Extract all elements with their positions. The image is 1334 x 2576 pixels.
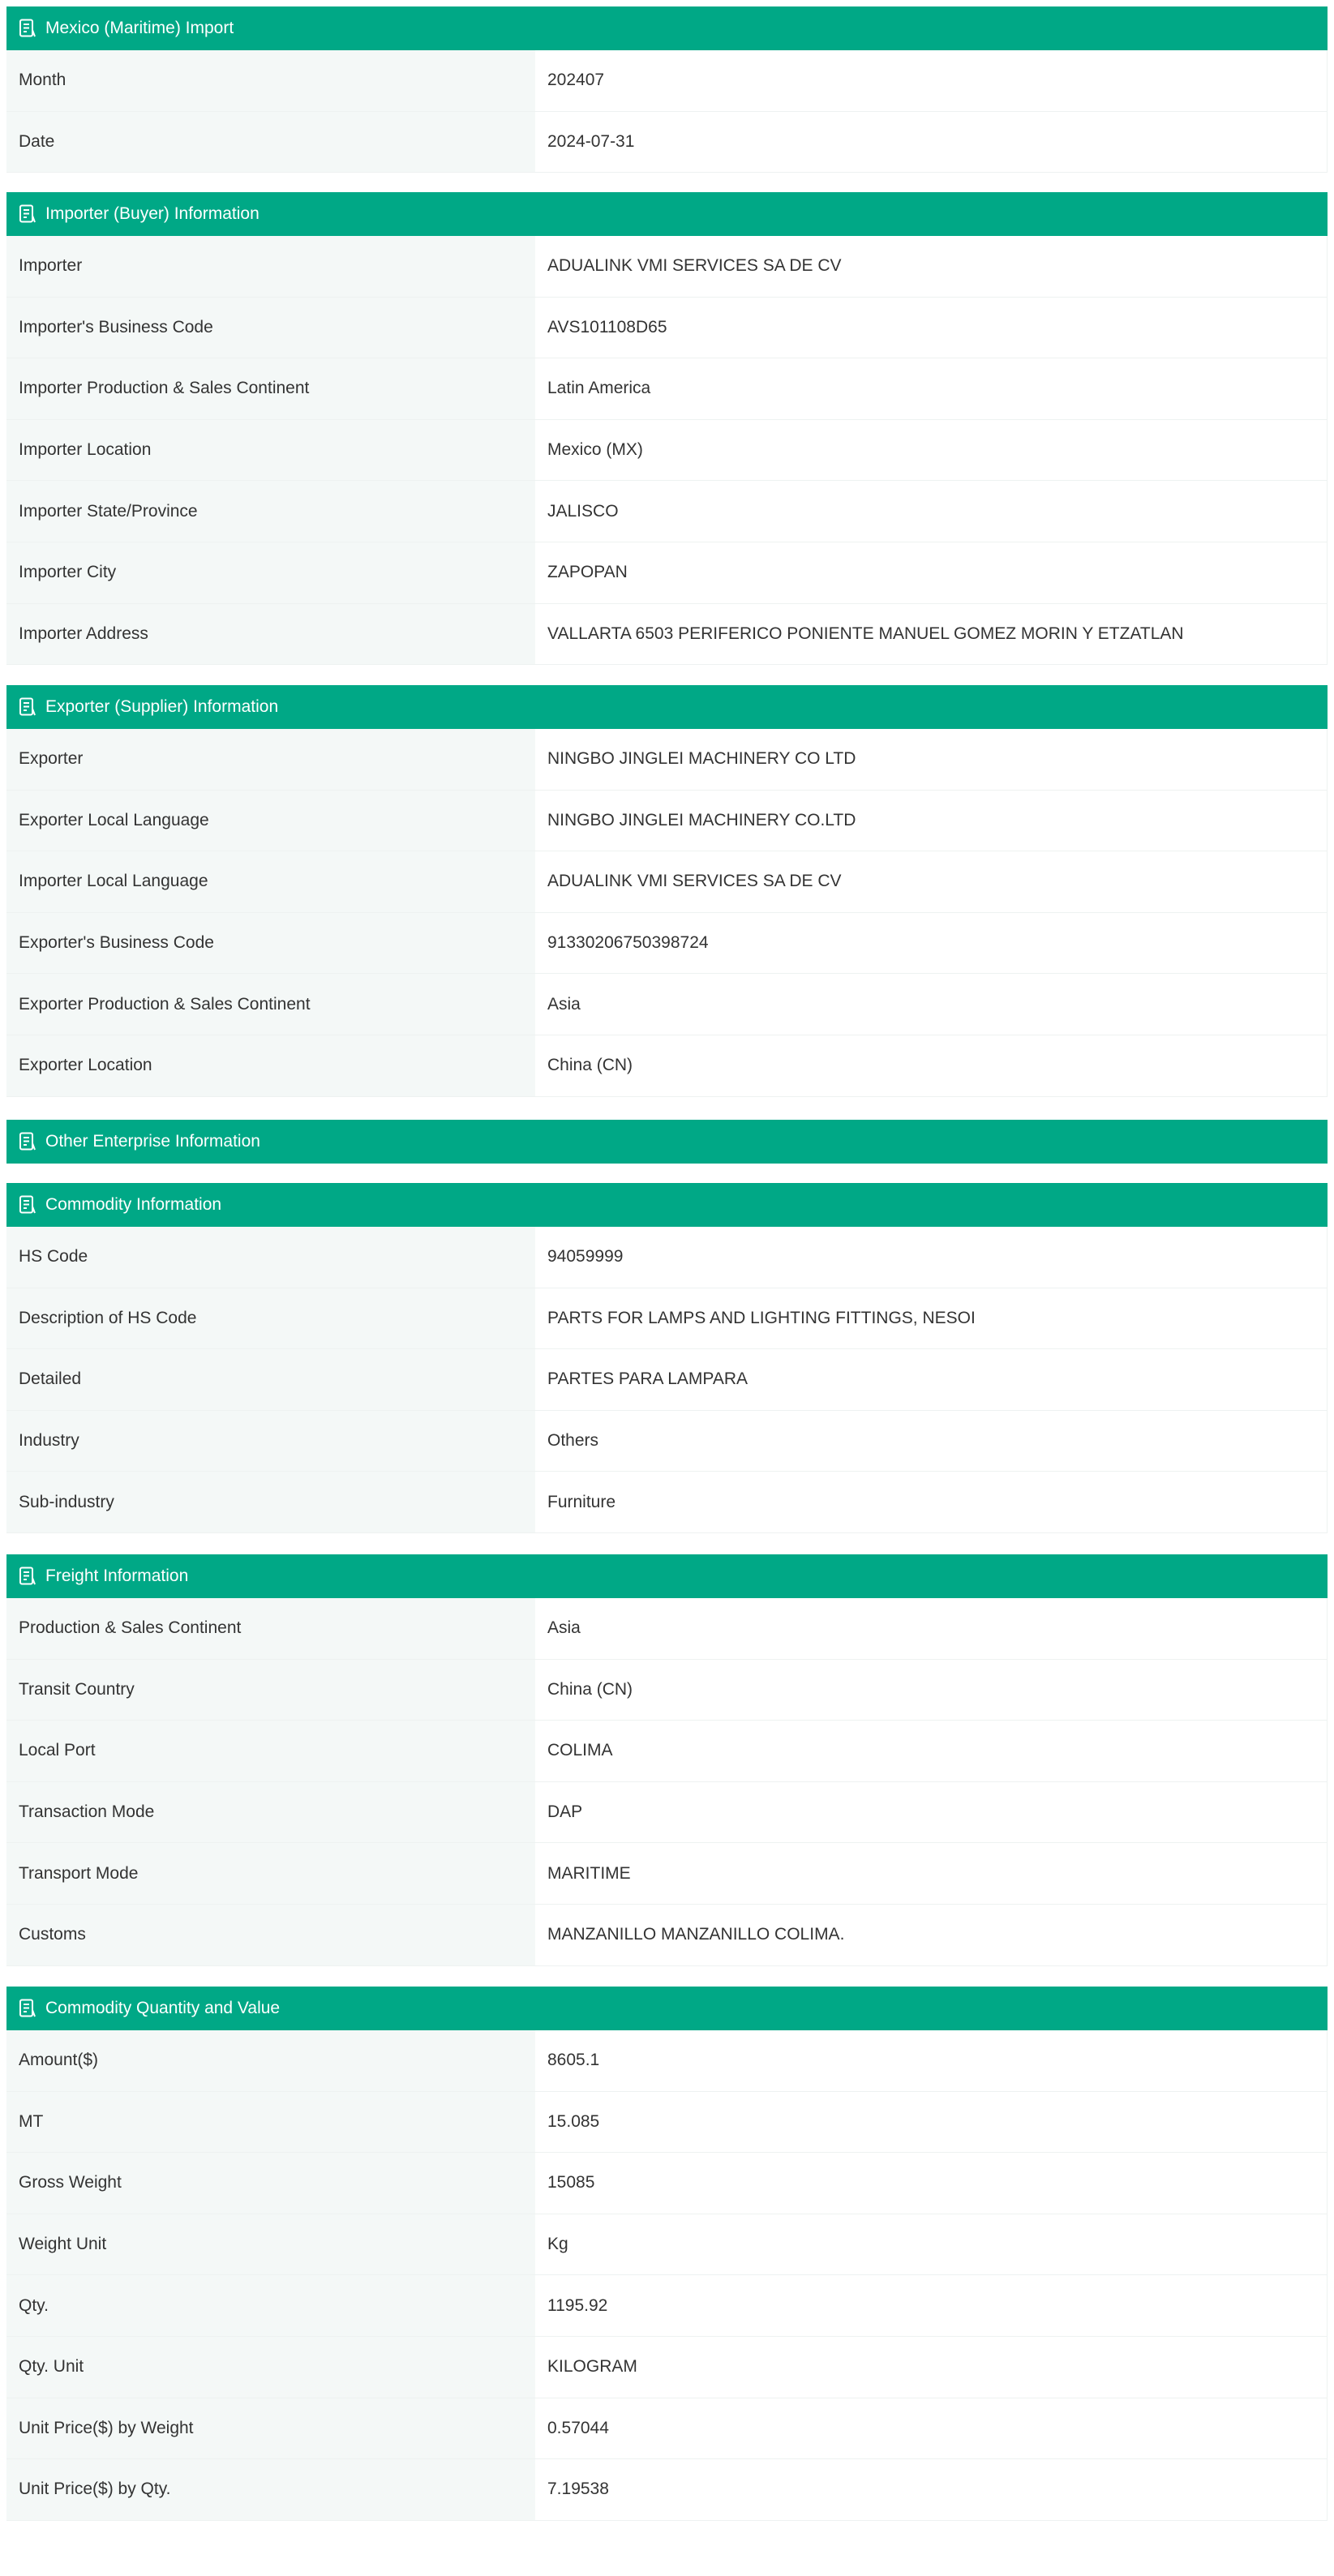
info-row [6,729,1328,791]
row-value: DAP [535,1782,1328,1843]
info-row [6,851,1328,913]
document-icon [18,1194,37,1215]
section-header [6,1554,1328,1598]
row-value: PARTS FOR LAMPS AND LIGHTING FITTINGS, NESOI [535,1288,1328,1349]
section-rows [6,729,1328,1097]
row-value: JALISCO [535,481,1328,542]
info-row [6,1843,1328,1905]
row-label: Customs [6,1905,535,1965]
row-value: ADUALINK VMI SERVICES SA DE CV [535,236,1328,297]
row-label: Importer Location [6,420,535,481]
section-rows [6,1227,1328,1533]
row-label: Importer [6,236,535,297]
info-row [6,791,1328,852]
section-rows [6,50,1328,173]
row-value: Mexico (MX) [535,420,1328,481]
info-row [6,1288,1328,1350]
row-value: 91330206750398724 [535,913,1328,974]
row-value: NINGBO JINGLEI MACHINERY CO.LTD [535,791,1328,851]
info-row [6,2030,1328,2092]
row-label: Qty. [6,2275,535,2336]
row-label: Importer State/Province [6,481,535,542]
section [6,192,1328,665]
section [6,1120,1328,1164]
section-header [6,192,1328,236]
section-title: Exporter (Supplier) Information [45,697,279,716]
document-icon [18,204,37,225]
info-row [6,1721,1328,1782]
row-label: Importer's Business Code [6,298,535,358]
section-title: Commodity Information [45,1195,222,1214]
row-label: Exporter Production & Sales Continent [6,974,535,1035]
row-value: ZAPOPAN [535,542,1328,603]
row-label: Date [6,112,535,173]
section-title: Freight Information [45,1567,189,1585]
row-label: Exporter Local Language [6,791,535,851]
row-label: Importer Production & Sales Continent [6,358,535,419]
section-header [6,1120,1328,1164]
row-value: MARITIME [535,1843,1328,1904]
info-row [6,1660,1328,1721]
row-label: Sub-industry [6,1472,535,1532]
row-label: Importer City [6,542,535,603]
section-header [6,1987,1328,2030]
row-value: China (CN) [535,1660,1328,1721]
row-label: Local Port [6,1721,535,1781]
row-label: MT [6,2092,535,2153]
row-value: PARTES PARA LAMPARA [535,1349,1328,1410]
info-row [6,1905,1328,1966]
section-header [6,685,1328,729]
row-label: Transit Country [6,1660,535,1721]
row-value: Others [535,1411,1328,1472]
row-value: AVS101108D65 [535,298,1328,358]
row-label: HS Code [6,1227,535,1288]
document-icon [18,1131,37,1152]
row-label: Exporter Location [6,1035,535,1096]
row-label: Weight Unit [6,2214,535,2275]
info-row [6,2398,1328,2460]
row-label: Exporter [6,729,535,790]
info-row [6,2337,1328,2398]
section-title: Mexico (Maritime) Import [45,19,234,37]
info-row [6,1349,1328,1411]
row-value: Asia [535,1598,1328,1659]
row-label: Industry [6,1411,535,1472]
row-label: Gross Weight [6,2153,535,2214]
row-value: 15085 [535,2153,1328,2214]
info-row [6,50,1328,112]
info-row [6,2153,1328,2214]
row-label: Importer Local Language [6,851,535,912]
info-row [6,420,1328,482]
row-value: 8605.1 [535,2030,1328,2091]
document-icon [18,1566,37,1587]
row-value: 15.085 [535,2092,1328,2153]
row-value: Asia [535,974,1328,1035]
row-label: Transaction Mode [6,1782,535,1843]
document-icon [18,697,37,718]
row-label: Unit Price($) by Weight [6,2398,535,2459]
row-label: Qty. Unit [6,2337,535,2398]
section [6,1554,1328,1966]
row-label: Amount($) [6,2030,535,2091]
info-row [6,2275,1328,2337]
info-row [6,1035,1328,1097]
row-value: 202407 [535,50,1328,111]
section-rows [6,2030,1328,2521]
row-value: COLIMA [535,1721,1328,1781]
info-row [6,1782,1328,1844]
info-row [6,604,1328,666]
row-label: Detailed [6,1349,535,1410]
section-title: Commodity Quantity and Value [45,1999,281,2017]
info-row [6,1472,1328,1533]
row-value: Kg [535,2214,1328,2275]
row-value: NINGBO JINGLEI MACHINERY CO LTD [535,729,1328,790]
section-header [6,6,1328,50]
info-row [6,236,1328,298]
section-title: Importer (Buyer) Information [45,204,260,223]
row-value: VALLARTA 6503 PERIFERICO PONIENTE MANUEL GOMEZ MORIN Y ETZATLAN [535,604,1328,665]
info-row [6,481,1328,542]
document-icon [18,18,37,39]
info-row [6,913,1328,975]
row-label: Production & Sales Continent [6,1598,535,1659]
info-row [6,1227,1328,1288]
section-header [6,1183,1328,1227]
info-row [6,2092,1328,2154]
row-label: Month [6,50,535,111]
info-row [6,2459,1328,2521]
info-row [6,358,1328,420]
row-value: KILOGRAM [535,2337,1328,2398]
section [6,685,1328,1097]
section-title: Other Enterprise Information [45,1132,260,1151]
info-row [6,2214,1328,2276]
section-rows [6,236,1328,665]
section [6,6,1328,173]
section [6,1183,1328,1533]
row-value: MANZANILLO MANZANILLO COLIMA. [535,1905,1328,1965]
section [6,1987,1328,2521]
row-value: 94059999 [535,1227,1328,1288]
info-row [6,298,1328,359]
info-row [6,1598,1328,1660]
row-value: Furniture [535,1472,1328,1532]
row-label: Importer Address [6,604,535,665]
row-value: China (CN) [535,1035,1328,1096]
document-icon [18,1998,37,2019]
info-row [6,112,1328,174]
row-value: ADUALINK VMI SERVICES SA DE CV [535,851,1328,912]
info-row [6,1411,1328,1472]
row-label: Transport Mode [6,1843,535,1904]
row-value: 1195.92 [535,2275,1328,2336]
row-value: 2024-07-31 [535,112,1328,173]
info-row [6,542,1328,604]
section-rows [6,1598,1328,1966]
row-label: Exporter's Business Code [6,913,535,974]
row-label: Unit Price($) by Qty. [6,2459,535,2520]
row-value: Latin America [535,358,1328,419]
row-value: 7.19538 [535,2459,1328,2520]
info-row [6,974,1328,1035]
row-label: Description of HS Code [6,1288,535,1349]
row-value: 0.57044 [535,2398,1328,2459]
